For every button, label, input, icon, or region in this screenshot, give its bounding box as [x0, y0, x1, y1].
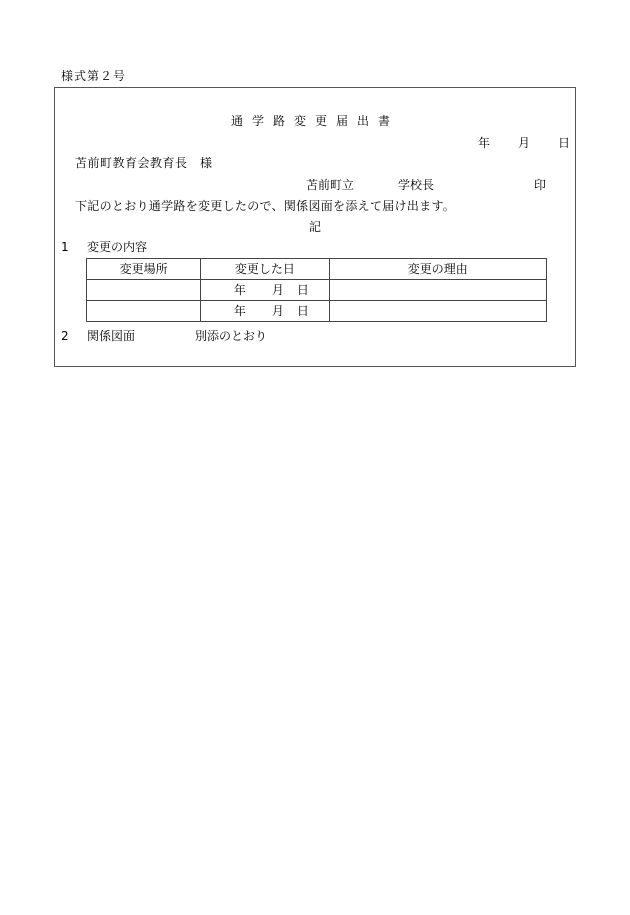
cell-day: 日	[296, 304, 309, 318]
section-1-label: 変更の内容	[87, 240, 148, 254]
section-1-heading	[61, 240, 147, 254]
cell-month: 月	[271, 283, 284, 297]
addressee: 苫前町教育会教育長 様	[75, 156, 213, 170]
section-2-value: 別添のとおり	[195, 329, 268, 343]
cell-reason[interactable]	[329, 280, 547, 301]
cell-place[interactable]	[87, 280, 201, 301]
cell-year: 年	[233, 283, 246, 297]
section-1-number: 1	[61, 240, 69, 254]
principal-role: 学校長	[398, 178, 435, 192]
cell-reason[interactable]	[329, 301, 547, 322]
changes-table	[86, 258, 547, 322]
ki-heading: 記	[308, 220, 321, 234]
section-2-number: 2	[61, 329, 69, 343]
submission-date	[478, 136, 570, 150]
table-row	[87, 280, 547, 301]
date-month: 月	[518, 136, 531, 150]
section-2-heading	[61, 329, 267, 343]
cell-year: 年	[233, 304, 246, 318]
cell-month: 月	[271, 304, 284, 318]
seal-mark: 印	[534, 178, 547, 192]
cell-date[interactable]	[201, 301, 329, 322]
table-header-row	[87, 259, 547, 280]
header-date: 変更した日	[201, 259, 329, 280]
cell-date[interactable]	[201, 280, 329, 301]
cell-day: 日	[296, 283, 309, 297]
table-row	[87, 301, 547, 322]
form-number: 様式第２号	[61, 69, 127, 83]
school-prefix: 苫前町立	[306, 178, 355, 192]
header-place: 変更場所	[87, 259, 201, 280]
document-title: 通学路変更届出書	[230, 114, 399, 128]
section-2-label: 関係図面	[87, 329, 136, 343]
sender-line	[306, 178, 546, 192]
cell-place[interactable]	[87, 301, 201, 322]
date-day: 日	[558, 136, 571, 150]
date-year: 年	[478, 136, 491, 150]
header-reason: 変更の理由	[329, 259, 547, 280]
body-text: 下記のとおり通学路を変更したので、関係図面を添えて届け出ます。	[75, 199, 456, 213]
